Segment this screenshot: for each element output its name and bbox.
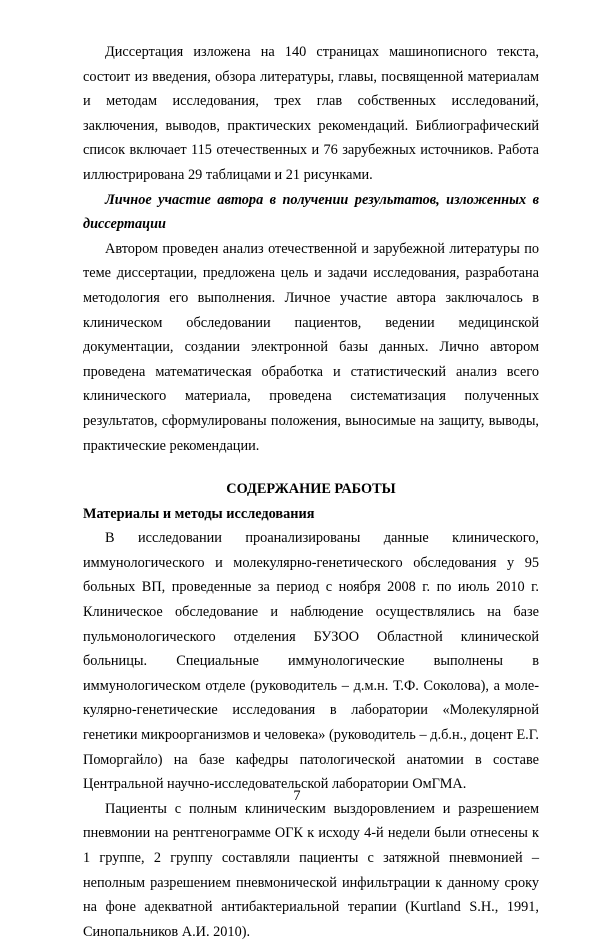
personal-participation-heading: Личное участие автора в получении результатов, изложенных в диссертации — [83, 191, 539, 233]
document-page — [83, 40, 539, 944]
methods-paragraph-2: Пациенты с полным клиническим выздоровлением и разрешением пневмонии на рентгенограмме ОГК к исходу 4-й недели были отнесены к 1 группе, 2 группу составляли пациенты с затяжной пневмонией – неполным разрешением пневмонической инфильтрации к данному сроку на фоне адекватной антибактериальной терапии (Kurtland S.H., 1991, Синопальников А.И. 2010). — [83, 800, 539, 940]
personal-participation-paragraph: Автором проведен анализ отечественной и зарубежной литературы по теме диссертации, предложена цель и задачи исследования, разработана методология его выполнения. Личное участие автора заключалось в клиническом обследовании пациентов, ведении медицинской документации, создании электронной базы данных. Лично автором проведена математическая обработка и статистический анализ всего клинического материала, проведена систематизация полученных результатов, сформулированы положения, выносимые на защиту, выводы, практические рекомендации. — [83, 240, 539, 454]
page-number: 7 — [293, 788, 301, 804]
structure-paragraph: Диссертация изложена на 140 страницах машинописного текста, состоит из введения, обзора литературы, главы, посвященной материалам и методам исследования, трех глав собственных исследований, заключения, выводов, практических рекомендаций. Библиографический список включает 115 отечественных и 76 зарубежных источников. Работа иллюстрирована 29 таблицами и 21 рисунками. — [83, 44, 539, 183]
subsection-title: Материалы и методы исследования — [83, 505, 315, 522]
methods-paragraph-1: В исследовании проанализированы данные клинического, иммунологического и молекулярно-генетического обследования у 95 больных ВП, проведенные за период с ноября 2008 г. по июль 2010 г. Клиническое обследование и наблюдение осуществлялись на базе пульмонологического отделения БУЗОО Областной клинической больницы. Специальные иммунологические выполнены в иммунологическом отделе (руководитель – д.м.н. Т.Ф. Соколова), а молекулярно-генетические исследования в лаборатории «Молекулярной генетики микроорганизмов и человека» (руководитель – д.б.н., доцент Е.Г. Поморгайло) на базе кафедры патологической анатомии в составе Центральной научно-исследовательской лаборатории ОмГМА. — [83, 530, 539, 793]
section-title: СОДЕРЖАНИЕ РАБОТЫ — [226, 481, 396, 498]
